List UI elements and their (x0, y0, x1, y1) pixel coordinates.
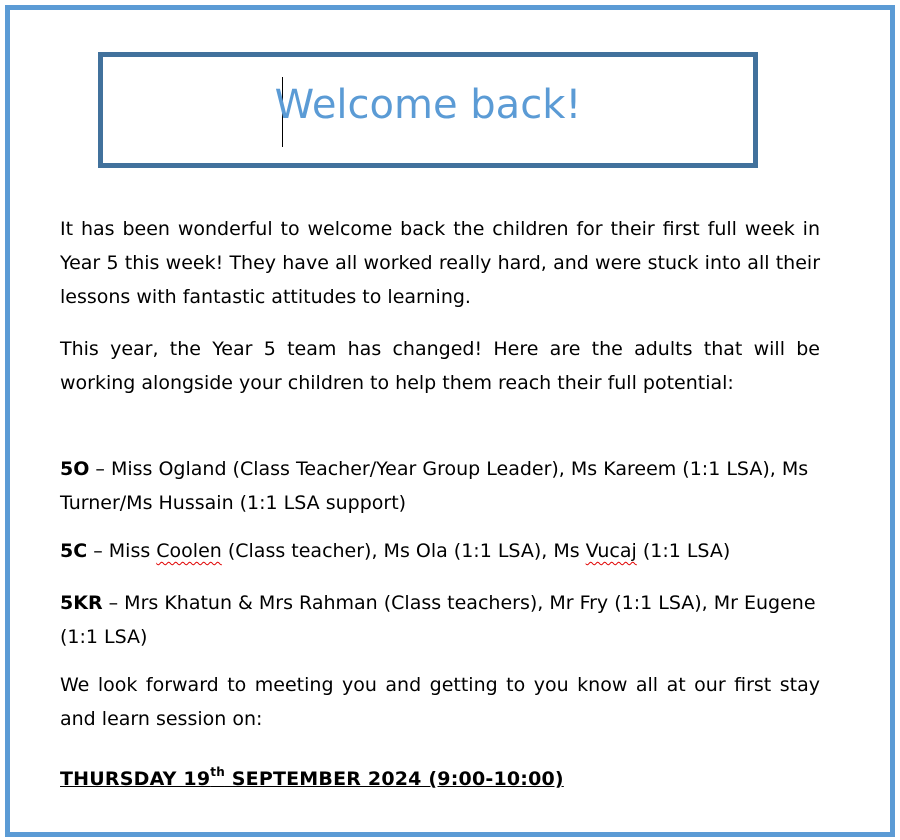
class-5c-staff-a: Miss (108, 540, 157, 562)
class-code-5kr: 5KR (60, 592, 103, 614)
event-rest: SEPTEMBER 2024 (9:00-10:00) (224, 768, 564, 790)
class-5c-staff-b: (Class teacher), Ms Ola (1:1 LSA), Ms (221, 540, 586, 562)
class-5kr-staff: Mrs Khatun & Mrs Rahman (Class teachers), Mr Fry (1:1 LSA), Mr Eugene (1:1 LSA) (60, 592, 816, 648)
spelling-flagged-word: Coolen (156, 540, 222, 562)
class-5o-paragraph (60, 452, 820, 520)
class-5o-staff: Miss Ogland (Class Teacher/Year Group Leader), Ms Kareem (1:1 LSA), Ms Turner/Ms Hussain (1:1 LSA support) (60, 458, 809, 514)
class-dash: – (89, 458, 111, 480)
intro-paragraph: It has been wonderful to welcome back the children for their first full week in Year 5 this week! They have all worked really hard, and were stuck into all their lessons with fantastic attitudes to learning. (60, 218, 820, 308)
page-title: Welcome back! (274, 82, 582, 128)
event-ordinal: th (210, 765, 225, 779)
closing-paragraph: We look forward to meeting you and getting to you know all at our first stay and learn session on: (60, 674, 820, 730)
class-code-5o: 5O (60, 458, 90, 480)
title-box (98, 52, 758, 168)
class-5kr-paragraph (60, 586, 820, 654)
event-day: THURSDAY 19 (60, 768, 211, 790)
class-dash: – (87, 540, 109, 562)
class-code-5c: 5C (60, 540, 88, 562)
class-5c-paragraph (60, 534, 820, 568)
spelling-flagged-word: Vucaj (585, 540, 637, 562)
class-dash: – (102, 592, 125, 614)
class-5c-staff-c: (1:1 LSA) (636, 540, 731, 562)
event-date (60, 762, 564, 796)
team-intro-paragraph: This year, the Year 5 team has changed! Here are the adults that will be working alongside your children to help them reach their full potential: (60, 338, 820, 394)
